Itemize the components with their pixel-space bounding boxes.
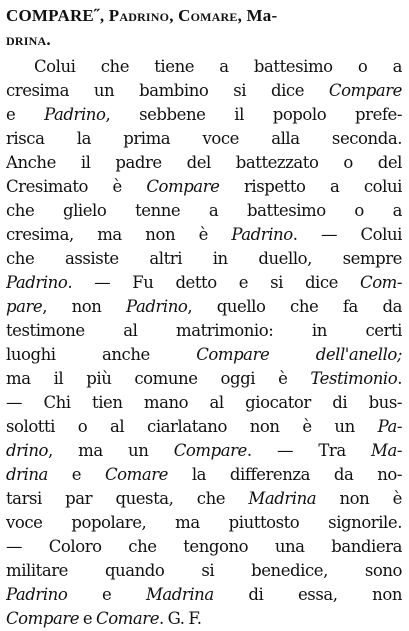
text-line	[6, 319, 402, 343]
italic-term: Pa-	[377, 417, 402, 436]
text-run: Colui che tiene a battesimo o a	[34, 57, 402, 76]
text-line	[6, 391, 402, 415]
text-run: di essa, non	[213, 585, 402, 604]
text-line	[6, 607, 402, 631]
italic-term: Padrino	[6, 585, 68, 604]
text-run: che glielo tenne a battesimo o a	[6, 201, 402, 220]
text-line	[6, 535, 402, 559]
italic-term: Testimonio	[310, 369, 398, 388]
text-run: — Coloro che tengono una bandiera	[6, 537, 402, 556]
text-line	[6, 151, 402, 175]
text-run: , sebbene il popolo prefe-	[105, 105, 402, 124]
text-run: tarsi par questa, che	[6, 489, 249, 508]
text-run: , non	[42, 297, 127, 316]
text-run: e	[47, 465, 105, 484]
italic-term: drino	[6, 441, 49, 460]
text-run: ma il più comune oggi è	[6, 369, 311, 388]
text-run: luoghi anche	[6, 345, 197, 364]
text-run: e	[6, 105, 45, 124]
text-line	[6, 199, 402, 223]
italic-term: Ma-	[371, 441, 402, 460]
text-run: — Chi tien mano al giocator di bus-	[6, 393, 402, 412]
italic-term: Comare	[104, 465, 168, 484]
italic-term: Com-	[360, 273, 402, 292]
text-run: . — Colui	[292, 225, 402, 244]
heading-separator: ,	[237, 6, 247, 25]
text-line	[6, 463, 402, 487]
text-run: e	[67, 585, 146, 604]
italic-term: Compare	[6, 609, 80, 628]
text-line	[6, 247, 402, 271]
heading-end: .	[46, 30, 51, 49]
text-run: cresima, ma non è	[6, 225, 232, 244]
text-line	[6, 127, 402, 151]
text-line	[6, 439, 402, 463]
italic-term: Padrino	[44, 105, 106, 124]
text-run: la differenza da no-	[167, 465, 402, 484]
text-line	[6, 415, 402, 439]
heading-term-padrino: Padrino	[108, 6, 170, 25]
italic-term: Compare dell'anello;	[196, 345, 402, 364]
italic-term: Padrino	[231, 225, 293, 244]
heading-term-mark: ˝	[93, 6, 100, 25]
italic-term: Madrina	[145, 585, 214, 604]
text-run: che assiste altri in duello, sempre	[6, 249, 402, 268]
text-line	[6, 343, 402, 367]
text-line	[6, 223, 402, 247]
heading-term-comare: Comare	[178, 6, 238, 25]
heading-separator: ,	[169, 6, 179, 25]
text-run: rispetto a colui	[219, 177, 402, 196]
text-line	[6, 175, 402, 199]
italic-term: pare	[6, 297, 43, 316]
text-line	[6, 295, 402, 319]
text-run: voce popolare, ma piuttosto signorile.	[6, 513, 402, 532]
italic-term: drina	[6, 465, 48, 484]
text-run: solotti o al ciarlatano non è un	[6, 417, 378, 436]
entry-body	[6, 55, 402, 631]
text-line	[6, 271, 402, 295]
italic-term: Comare	[96, 609, 160, 628]
text-run: risca la prima voce alla seconda.	[6, 129, 402, 148]
text-run: . — Tra	[246, 441, 372, 460]
italic-term: Compare	[146, 177, 220, 196]
text-run: . — Fu detto e si dice	[67, 273, 361, 292]
heading-term-madrina-part2: drina	[6, 30, 47, 49]
text-run: . G. F.	[159, 609, 202, 628]
heading-separator: ,	[99, 6, 109, 25]
italic-term: Madrina	[248, 489, 317, 508]
text-line	[6, 103, 402, 127]
italic-term: Padrino	[126, 297, 188, 316]
text-line	[6, 367, 402, 391]
text-run: , quello che fa da	[187, 297, 402, 316]
text-line	[6, 79, 402, 103]
italic-term: Padrino	[6, 273, 68, 292]
heading-term-compare: COMPARE	[6, 6, 94, 25]
text-line	[6, 511, 402, 535]
text-run: .	[397, 369, 402, 388]
text-run: testimone al matrimonio: in certi	[6, 321, 402, 340]
text-run: Cresimato è	[6, 177, 147, 196]
entry-heading	[6, 4, 404, 52]
italic-term: Compare	[328, 81, 402, 100]
text-run: militare quando si benedice, sono	[6, 561, 402, 580]
heading-term-madrina-part1: Ma-	[246, 6, 278, 25]
italic-term: Compare	[173, 441, 247, 460]
text-run: , ma un	[48, 441, 174, 460]
text-run: e	[79, 609, 97, 628]
text-run: cresima un bambino si dice	[6, 81, 329, 100]
text-line	[6, 559, 402, 583]
text-run: non è	[316, 489, 402, 508]
text-line	[6, 583, 402, 607]
text-line	[6, 487, 402, 511]
text-run: Anche il padre del battezzato o del	[6, 153, 402, 172]
text-line	[6, 55, 402, 79]
